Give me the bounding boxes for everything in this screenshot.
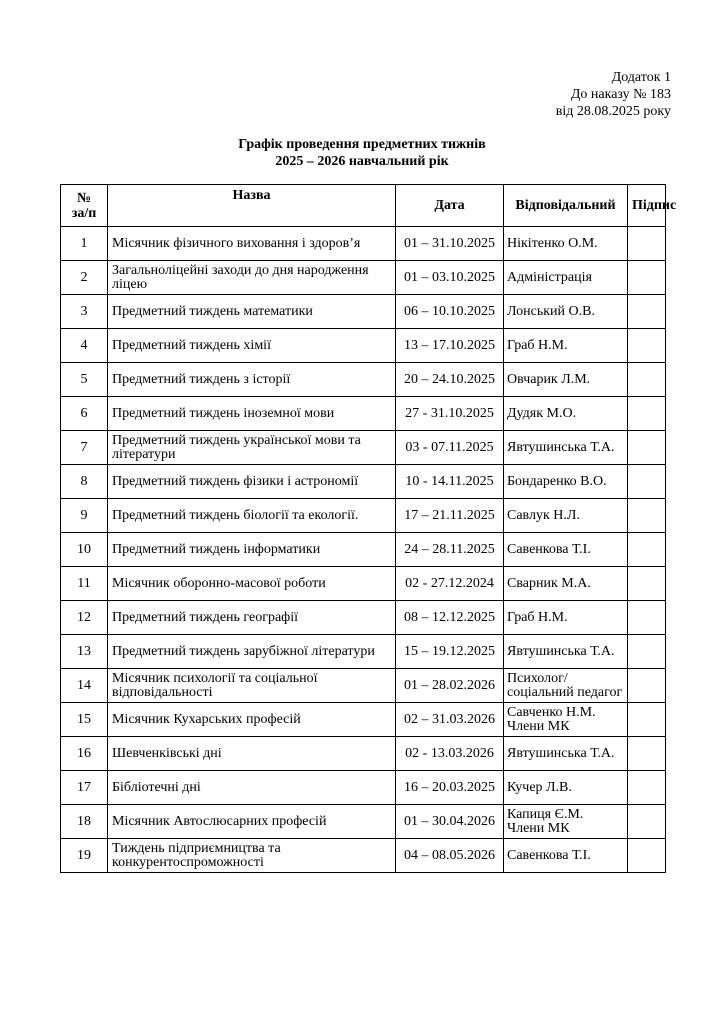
responsible-cell: Савенкова Т.І. xyxy=(504,839,628,873)
signature-cell xyxy=(628,805,666,839)
signature-cell xyxy=(628,465,666,499)
row-number-cell: 1 xyxy=(61,227,108,261)
row-number-cell: 9 xyxy=(61,499,108,533)
signature-cell xyxy=(628,227,666,261)
event-name-cell: Шевченківські дні xyxy=(108,737,396,771)
event-name-cell: Предметний тиждень з історії xyxy=(108,363,396,397)
event-date-cell: 27 - 31.10.2025 xyxy=(396,397,504,431)
event-date-cell: 02 - 13.03.2026 xyxy=(396,737,504,771)
appendix-header xyxy=(556,69,671,120)
row-number-cell: 14 xyxy=(61,669,108,703)
row-number-cell: 12 xyxy=(61,601,108,635)
table-row xyxy=(61,839,666,873)
table-row xyxy=(61,465,666,499)
event-date-cell: 02 - 27.12.2024 xyxy=(396,567,504,601)
signature-cell xyxy=(628,363,666,397)
row-number-cell: 11 xyxy=(61,567,108,601)
table-row xyxy=(61,771,666,805)
responsible-cell: Сварник М.А. xyxy=(504,567,628,601)
responsible-cell: Лонський О.В. xyxy=(504,295,628,329)
responsible-cell: Явтушинська Т.А. xyxy=(504,431,628,465)
event-date-cell: 02 – 31.03.2026 xyxy=(396,703,504,737)
table-body xyxy=(61,227,666,873)
table-row xyxy=(61,363,666,397)
event-name-cell: Тиждень підприємництва та конкурентоспроможності xyxy=(108,839,396,873)
event-date-cell: 10 - 14.11.2025 xyxy=(396,465,504,499)
event-name-cell: Предметний тиждень хімії xyxy=(108,329,396,363)
event-name-cell: Предметний тиждень фізики і астрономії xyxy=(108,465,396,499)
column-header-responsible: Відповідальний xyxy=(504,185,628,227)
table-row xyxy=(61,329,666,363)
column-header-name: Назва xyxy=(108,185,396,227)
event-date-cell: 15 – 19.12.2025 xyxy=(396,635,504,669)
event-name-cell: Бібліотечні дні xyxy=(108,771,396,805)
table-row xyxy=(61,669,666,703)
row-number-cell: 17 xyxy=(61,771,108,805)
event-name-cell: Місячник Автослюсарних професій xyxy=(108,805,396,839)
table-row xyxy=(61,703,666,737)
signature-cell xyxy=(628,771,666,805)
column-header-date: Дата xyxy=(396,185,504,227)
responsible-cell: Савченко Н.М. Члени МК xyxy=(504,703,628,737)
signature-cell xyxy=(628,499,666,533)
document-title xyxy=(0,136,724,170)
responsible-cell: Граб Н.М. xyxy=(504,601,628,635)
event-date-cell: 16 – 20.03.2025 xyxy=(396,771,504,805)
event-name-cell: Загальноліцейні заходи до дня народження ліцею xyxy=(108,261,396,295)
row-number-cell: 3 xyxy=(61,295,108,329)
event-name-cell: Предметний тиждень біології та екології. xyxy=(108,499,396,533)
event-date-cell: 01 – 28.02.2026 xyxy=(396,669,504,703)
signature-cell xyxy=(628,601,666,635)
table-row xyxy=(61,567,666,601)
column-header-number xyxy=(61,185,108,227)
event-name-cell: Предметний тиждень зарубіжної літератури xyxy=(108,635,396,669)
table-row xyxy=(61,533,666,567)
responsible-cell: Граб Н.М. xyxy=(504,329,628,363)
appendix-label: Додаток 1 xyxy=(611,70,671,85)
responsible-cell: Психолог/соціальний педагог xyxy=(504,669,628,703)
event-name-cell: Предметний тиждень української мови та літератури xyxy=(108,431,396,465)
event-date-cell: 01 – 31.10.2025 xyxy=(396,227,504,261)
table-row xyxy=(61,635,666,669)
header-number-label: за/п xyxy=(71,205,97,221)
responsible-cell: Нікітенко О.М. xyxy=(504,227,628,261)
table-row xyxy=(61,261,666,295)
signature-cell xyxy=(628,295,666,329)
responsible-cell: Кучер Л.В. xyxy=(504,771,628,805)
event-name-cell: Предметний тиждень інформатики xyxy=(108,533,396,567)
event-date-cell: 04 – 08.05.2026 xyxy=(396,839,504,873)
responsible-cell: Адміністрація xyxy=(504,261,628,295)
table-row xyxy=(61,431,666,465)
row-number-cell: 10 xyxy=(61,533,108,567)
row-number-cell: 8 xyxy=(61,465,108,499)
responsible-cell: Явтушинська Т.А. xyxy=(504,737,628,771)
order-reference: До наказу № 183 xyxy=(570,87,671,102)
table-row xyxy=(61,499,666,533)
event-date-cell: 17 – 21.11.2025 xyxy=(396,499,504,533)
order-date: від 28.08.2025 року xyxy=(555,104,671,119)
event-date-cell: 20 – 24.10.2025 xyxy=(396,363,504,397)
responsible-cell: Савлук Н.Л. xyxy=(504,499,628,533)
row-number-cell: 18 xyxy=(61,805,108,839)
row-number-cell: 13 xyxy=(61,635,108,669)
signature-cell xyxy=(628,533,666,567)
responsible-cell: Дудяк М.О. xyxy=(504,397,628,431)
table-row xyxy=(61,805,666,839)
signature-cell xyxy=(628,431,666,465)
row-number-cell: 2 xyxy=(61,261,108,295)
responsible-cell: Савенкова Т.І. xyxy=(504,533,628,567)
title-line-2: 2025 – 2026 навчальний рік xyxy=(275,154,449,169)
table-row xyxy=(61,227,666,261)
event-date-cell: 03 - 07.11.2025 xyxy=(396,431,504,465)
event-name-cell: Місячник психології та соціальної відповідальності xyxy=(108,669,396,703)
event-date-cell: 01 – 30.04.2026 xyxy=(396,805,504,839)
signature-cell xyxy=(628,737,666,771)
event-name-cell: Предметний тиждень математики xyxy=(108,295,396,329)
signature-cell xyxy=(628,397,666,431)
schedule-table xyxy=(60,184,677,873)
header-number-symbol: № xyxy=(76,190,92,206)
event-date-cell: 13 – 17.10.2025 xyxy=(396,329,504,363)
table-row xyxy=(61,601,666,635)
event-name-cell: Місячник фізичного виховання і здоров’я xyxy=(108,227,396,261)
signature-cell xyxy=(628,261,666,295)
table-header-row xyxy=(61,185,666,227)
event-date-cell: 01 – 03.10.2025 xyxy=(396,261,504,295)
row-number-cell: 4 xyxy=(61,329,108,363)
row-number-cell: 15 xyxy=(61,703,108,737)
signature-cell xyxy=(628,703,666,737)
responsible-cell: Капиця Є.М. Члени МК xyxy=(504,805,628,839)
title-line-1: Графік проведення предметних тижнів xyxy=(238,137,486,152)
event-name-cell: Місячник Кухарських професій xyxy=(108,703,396,737)
table-row xyxy=(61,295,666,329)
row-number-cell: 16 xyxy=(61,737,108,771)
table-row xyxy=(61,737,666,771)
event-name-cell: Місячник оборонно-масової роботи xyxy=(108,567,396,601)
event-date-cell: 24 – 28.11.2025 xyxy=(396,533,504,567)
column-header-signature: Підпис xyxy=(628,185,666,227)
signature-cell xyxy=(628,329,666,363)
event-name-cell: Предметний тиждень географії xyxy=(108,601,396,635)
table-row xyxy=(61,397,666,431)
event-date-cell: 08 – 12.12.2025 xyxy=(396,601,504,635)
event-date-cell: 06 – 10.10.2025 xyxy=(396,295,504,329)
signature-cell xyxy=(628,839,666,873)
responsible-cell: Овчарик Л.М. xyxy=(504,363,628,397)
row-number-cell: 19 xyxy=(61,839,108,873)
event-name-cell: Предметний тиждень іноземної мови xyxy=(108,397,396,431)
row-number-cell: 6 xyxy=(61,397,108,431)
signature-cell xyxy=(628,567,666,601)
responsible-cell: Бондаренко В.О. xyxy=(504,465,628,499)
signature-cell xyxy=(628,635,666,669)
responsible-cell: Явтушинська Т.А. xyxy=(504,635,628,669)
signature-cell xyxy=(628,669,666,703)
row-number-cell: 5 xyxy=(61,363,108,397)
row-number-cell: 7 xyxy=(61,431,108,465)
